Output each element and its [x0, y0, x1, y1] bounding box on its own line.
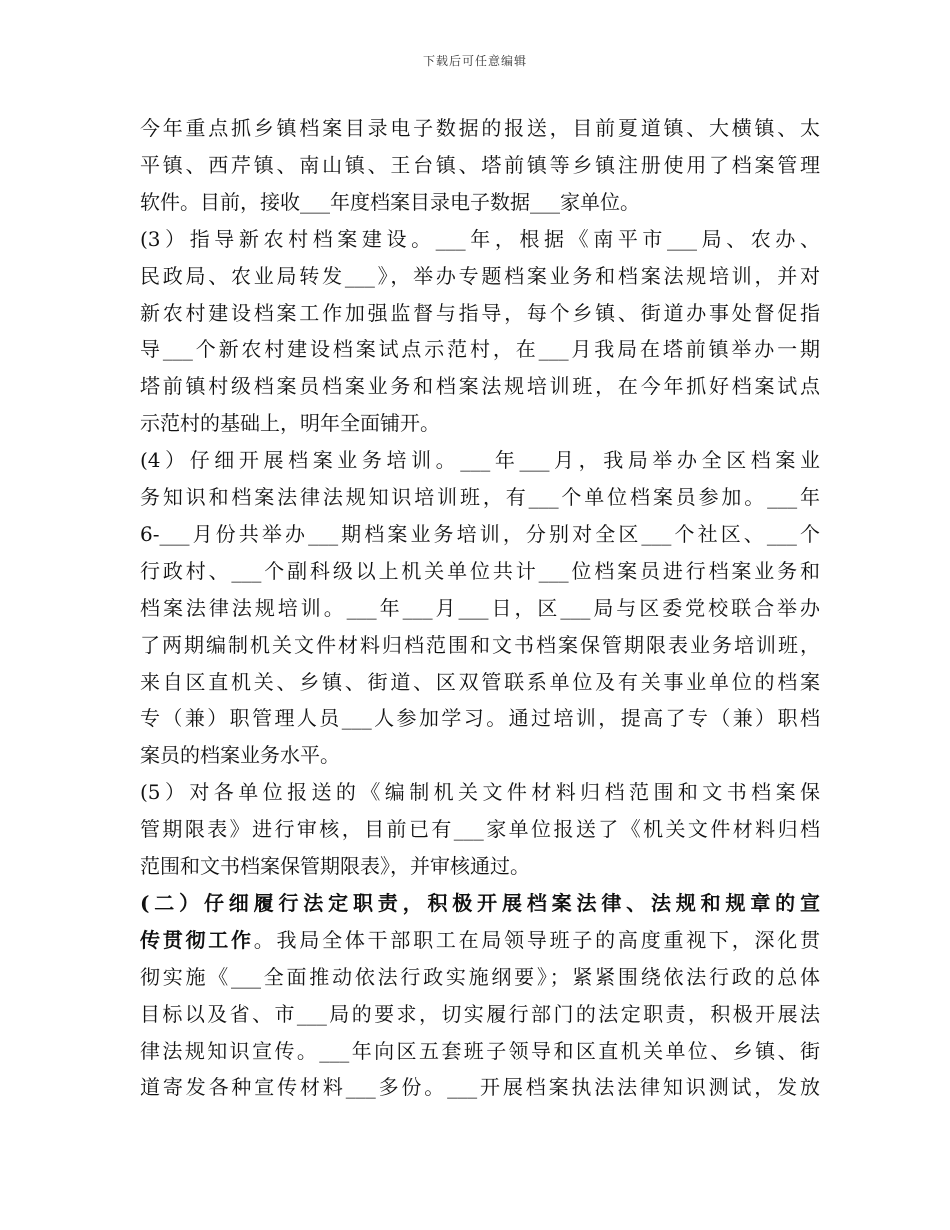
text-line: 律法规知识宣传。___年向区五套班子领导和区直机关单位、乡镇、街 — [140, 1038, 820, 1063]
text-line: 软件。目前，接收___年度档案目录电子数据___家单位。 — [140, 189, 640, 214]
text-line: 行政村、___个副科级以上机关单位共计___位档案员进行档案业务和 — [140, 558, 820, 583]
text-line: 今年重点抓乡镇档案目录电子数据的报送，目前夏道镇、大横镇、太 — [140, 116, 820, 140]
text-line: 目标以及省、市___局的要求，切实履行部门的法定职责，积极开展法 — [140, 1001, 820, 1026]
text-line: 范围和文书档案保管期限表》，并审核通过。 — [140, 854, 530, 878]
text-line: 彻实施《___全面推动依法行政实施纲要》；紧紧围绕依法行政的总体 — [140, 964, 820, 989]
text-line: 了两期编制机关文件材料归档范围和文书档案保管期限表业务培训班， — [140, 632, 820, 657]
text-line: 道寄发各种宣传材料___多份。___开展档案执法法律知识测试，发放 — [140, 1075, 820, 1100]
text-line: 务知识和档案法律法规知识培训班，有___个单位档案员参加。___年 — [140, 485, 820, 509]
text-line: 专（兼）职管理人员___人参加学习。通过培训，提高了专（兼）职档 — [140, 706, 820, 731]
text-line: 塔前镇村级档案员档案业务和档案法规培训班，在今年抓好档案试点 — [140, 374, 820, 399]
section-heading-cont: 传贯彻工作 — [140, 927, 254, 952]
text-line: 平镇、西芹镇、南山镇、王台镇、塔前镇等乡镇注册使用了档案管理 — [140, 152, 820, 177]
text-line: (5）对各单位报送的《编制机关文件材料归档范围和文书档案保 — [140, 780, 820, 805]
text-run: 。我局全体干部职工在局领导班子的高度重视下，深化贯 — [253, 927, 821, 952]
text-line: 案员的档案业务水平。 — [140, 743, 340, 768]
text-line: (4）仔细开展档案业务培训。___年___月，我局举办全区档案业 — [140, 448, 820, 473]
text-line: 6-___月份共举办___期档案业务培训，分别对全区___个社区、___个 — [140, 521, 820, 546]
text-line: 示范村的基础上，明年全面铺开。 — [140, 411, 440, 436]
text-line: 来自区直机关、乡镇、街道、区双管联系单位及有关事业单位的档案 — [140, 669, 820, 694]
text-line: 导___个新农村建设档案试点示范村，在___月我局在塔前镇举办一期 — [140, 337, 820, 362]
text-line: 新农村建设档案工作加强监督与指导，每个乡镇、街道办事处督促指 — [140, 300, 820, 325]
text-line: 管期限表》进行审核，目前已有___家单位报送了《机关文件材料归档 — [140, 817, 820, 842]
page-header: 下载后可任意编辑 — [422, 54, 527, 68]
text-line: (3）指导新农村档案建设。___年，根据《南平市___局、农办、 — [140, 226, 820, 251]
text-line — [140, 922, 820, 958]
section-heading: (二）仔细履行法定职责，积极开展档案法律、法规和规章的宣 — [140, 890, 820, 915]
text-line: 民政局、农业局转发___》，举办专题档案业务和档案法规培训，并对 — [140, 263, 820, 288]
text-line: 档案法律法规培训。___年___月___日，区___局与区委党校联合举办 — [140, 595, 820, 620]
